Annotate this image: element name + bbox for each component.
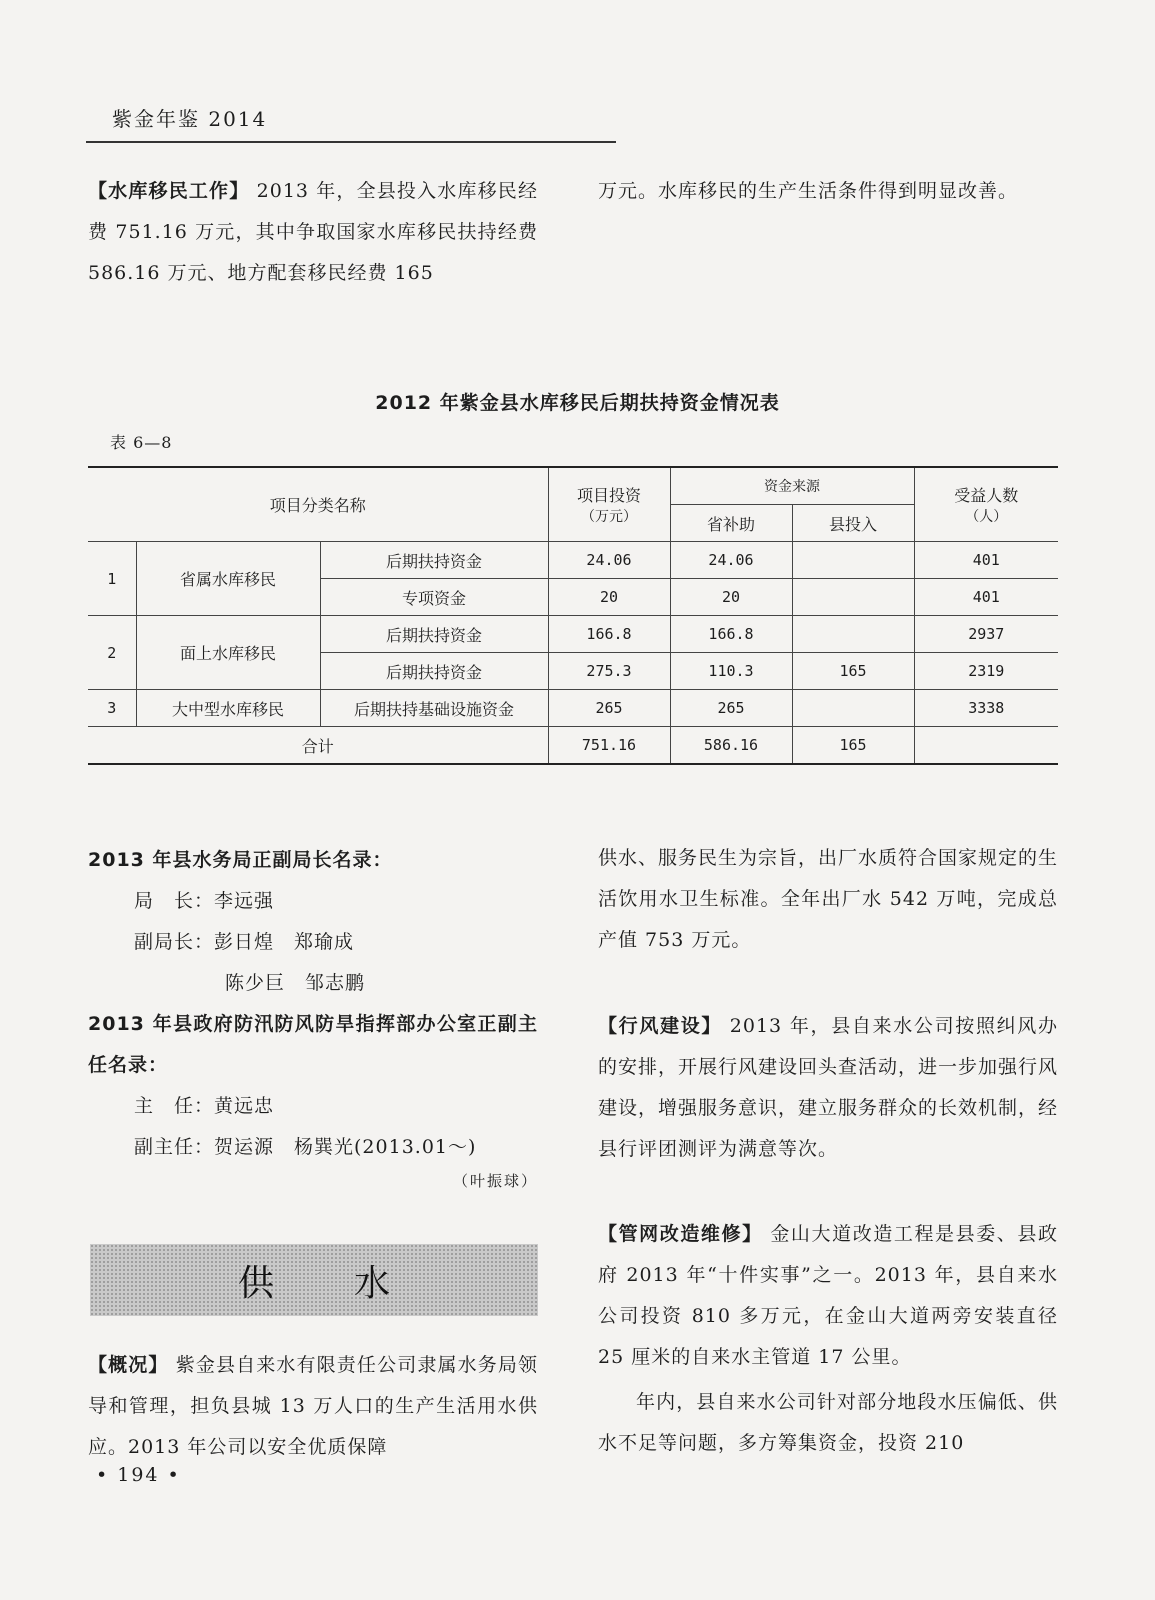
reservoir-work-text: 2013 年，全县投入水库移民经费 751.16 万元，其中争取国家水库移民扶持经费 586.16 万元、地方配套移民经费 165	[88, 180, 538, 284]
table-title: 2012 年紫金县水库移民后期扶持资金情况表	[375, 392, 780, 414]
table-number: 表 6—8	[110, 433, 173, 452]
row-beneficiaries: 401	[914, 542, 1058, 579]
total-investment: 751.16	[548, 727, 670, 765]
table-row	[88, 542, 1058, 579]
row-county	[792, 579, 914, 616]
flood-office-director-line	[88, 1086, 538, 1127]
conduct-paragraph	[598, 1006, 1058, 1170]
deputy-label: 副局长：	[134, 931, 215, 953]
header-county: 县投入	[792, 505, 914, 542]
row-beneficiaries: 2937	[914, 616, 1058, 653]
director-name: 李远强	[214, 890, 275, 912]
row-item: 后期扶持资金	[320, 542, 548, 579]
row-provincial: 110.3	[670, 653, 792, 690]
author-credit: （叶振球）	[452, 1172, 538, 1190]
header-beneficiaries-unit: （人）	[965, 509, 1008, 525]
pipe-paragraph	[598, 1214, 1058, 1378]
row-county	[792, 542, 914, 579]
director-label: 局 长：	[134, 890, 215, 912]
reservoir-work-continued: 万元。水库移民的生产生活条件得到明显改善。	[598, 180, 1019, 202]
group-name: 大中型水库移民	[136, 690, 320, 727]
total-beneficiaries	[914, 727, 1058, 765]
row-provincial: 24.06	[670, 542, 792, 579]
header-fund-source: 资金来源	[670, 467, 914, 505]
row-item: 后期扶持资金	[320, 653, 548, 690]
group-number: 2	[88, 616, 136, 690]
group-name: 省属水库移民	[136, 542, 320, 616]
reservoir-work-paragraph	[88, 171, 538, 294]
row-investment: 24.06	[548, 542, 670, 579]
row-investment: 166.8	[548, 616, 670, 653]
header-category: 项目分类名称	[88, 467, 548, 542]
group-number: 1	[88, 542, 136, 616]
personnel-lists	[88, 840, 538, 1168]
page-number: • 194 •	[96, 1464, 181, 1486]
director-label: 主 任：	[134, 1095, 215, 1117]
header-investment	[548, 467, 670, 542]
row-beneficiaries: 2319	[914, 653, 1058, 690]
row-provincial: 166.8	[670, 616, 792, 653]
row-investment: 275.3	[548, 653, 670, 690]
running-header: 紫金年鉴 2014	[112, 107, 268, 131]
table-row	[88, 616, 1058, 653]
row-item: 后期扶持资金	[320, 616, 548, 653]
header-provincial: 省补助	[670, 505, 792, 542]
overview-tag: 【概况】	[88, 1354, 169, 1376]
flood-office-deputy-line	[88, 1127, 538, 1168]
table-total-row	[88, 727, 1058, 765]
row-provincial: 265	[670, 690, 792, 727]
water-bureau-deputy-line	[88, 922, 538, 963]
row-provincial: 20	[670, 579, 792, 616]
group-name: 面上水库移民	[136, 616, 320, 690]
section-title: 供水	[237, 1262, 470, 1304]
row-investment: 265	[548, 690, 670, 727]
total-county: 165	[792, 727, 914, 765]
deputy-names: 贺运源 杨巽光(2013.01～)	[214, 1136, 477, 1158]
header-beneficiaries	[914, 467, 1058, 542]
header-rule	[86, 141, 616, 143]
overview-text: 紫金县自来水有限责任公司隶属水务局领导和管理，担负县城 13 万人口的生产生活用水供应。2013 年公司以安全优质保障	[88, 1354, 538, 1458]
conduct-text: 2013 年，县自来水公司按照纠风办的安排，开展行风建设回头查活动，进一步加强行风建设，增强服务意识，建立服务群众的长效机制，经县行评团测评为满意等次。	[598, 1015, 1059, 1160]
overview-paragraph	[88, 1345, 538, 1468]
header-beneficiaries-label: 受益人数	[954, 486, 1019, 505]
funding-table	[88, 466, 1058, 765]
pipe-paragraph-2: 年内，县自来水公司针对部分地段水压偏低、供水不足等问题，多方筹集资金，投资 210	[598, 1391, 1058, 1454]
group-number: 3	[88, 690, 136, 727]
flood-office-heading: 2013 年县政府防汛防风防旱指挥部办公室正副主任名录：	[88, 1013, 538, 1076]
section-banner	[90, 1244, 538, 1316]
water-bureau-heading: 2013 年县水务局正副局长名录：	[88, 849, 393, 871]
row-county	[792, 616, 914, 653]
director-name: 黄远忠	[214, 1095, 275, 1117]
row-county	[792, 690, 914, 727]
row-investment: 20	[548, 579, 670, 616]
row-item: 专项资金	[320, 579, 548, 616]
row-county: 165	[792, 653, 914, 690]
row-item: 后期扶持基础设施资金	[320, 690, 548, 727]
overview-continued: 供水、服务民生为宗旨，出厂水质符合国家规定的生活饮用水卫生标准。全年出厂水 542 万吨，完成总产值 753 万元。	[598, 847, 1059, 951]
row-beneficiaries: 3338	[914, 690, 1058, 727]
pipe-tag: 【管网改造维修】	[598, 1223, 763, 1245]
conduct-tag: 【行风建设】	[598, 1015, 723, 1037]
deputy-names: 彭日煌 郑瑜成	[214, 931, 355, 953]
water-bureau-director-line	[88, 881, 538, 922]
row-beneficiaries: 401	[914, 579, 1058, 616]
deputy-names-cont: 陈少巨 邹志鹏	[225, 972, 366, 994]
total-label: 合计	[88, 727, 548, 765]
header-investment-unit: （万元）	[581, 509, 637, 525]
reservoir-work-tag: 【水库移民工作】	[88, 180, 250, 202]
header-investment-label: 项目投资	[576, 486, 641, 505]
table-row	[88, 690, 1058, 727]
total-provincial: 586.16	[670, 727, 792, 765]
pipe-text: 金山大道改造工程是县委、县政府 2013 年“十件实事”之一。2013 年，县自来水公司投资 810 多万元，在金山大道两旁安装直径 25 厘米的自来水主管道 17 公里。	[598, 1223, 1058, 1368]
deputy-label: 副主任：	[134, 1136, 215, 1158]
